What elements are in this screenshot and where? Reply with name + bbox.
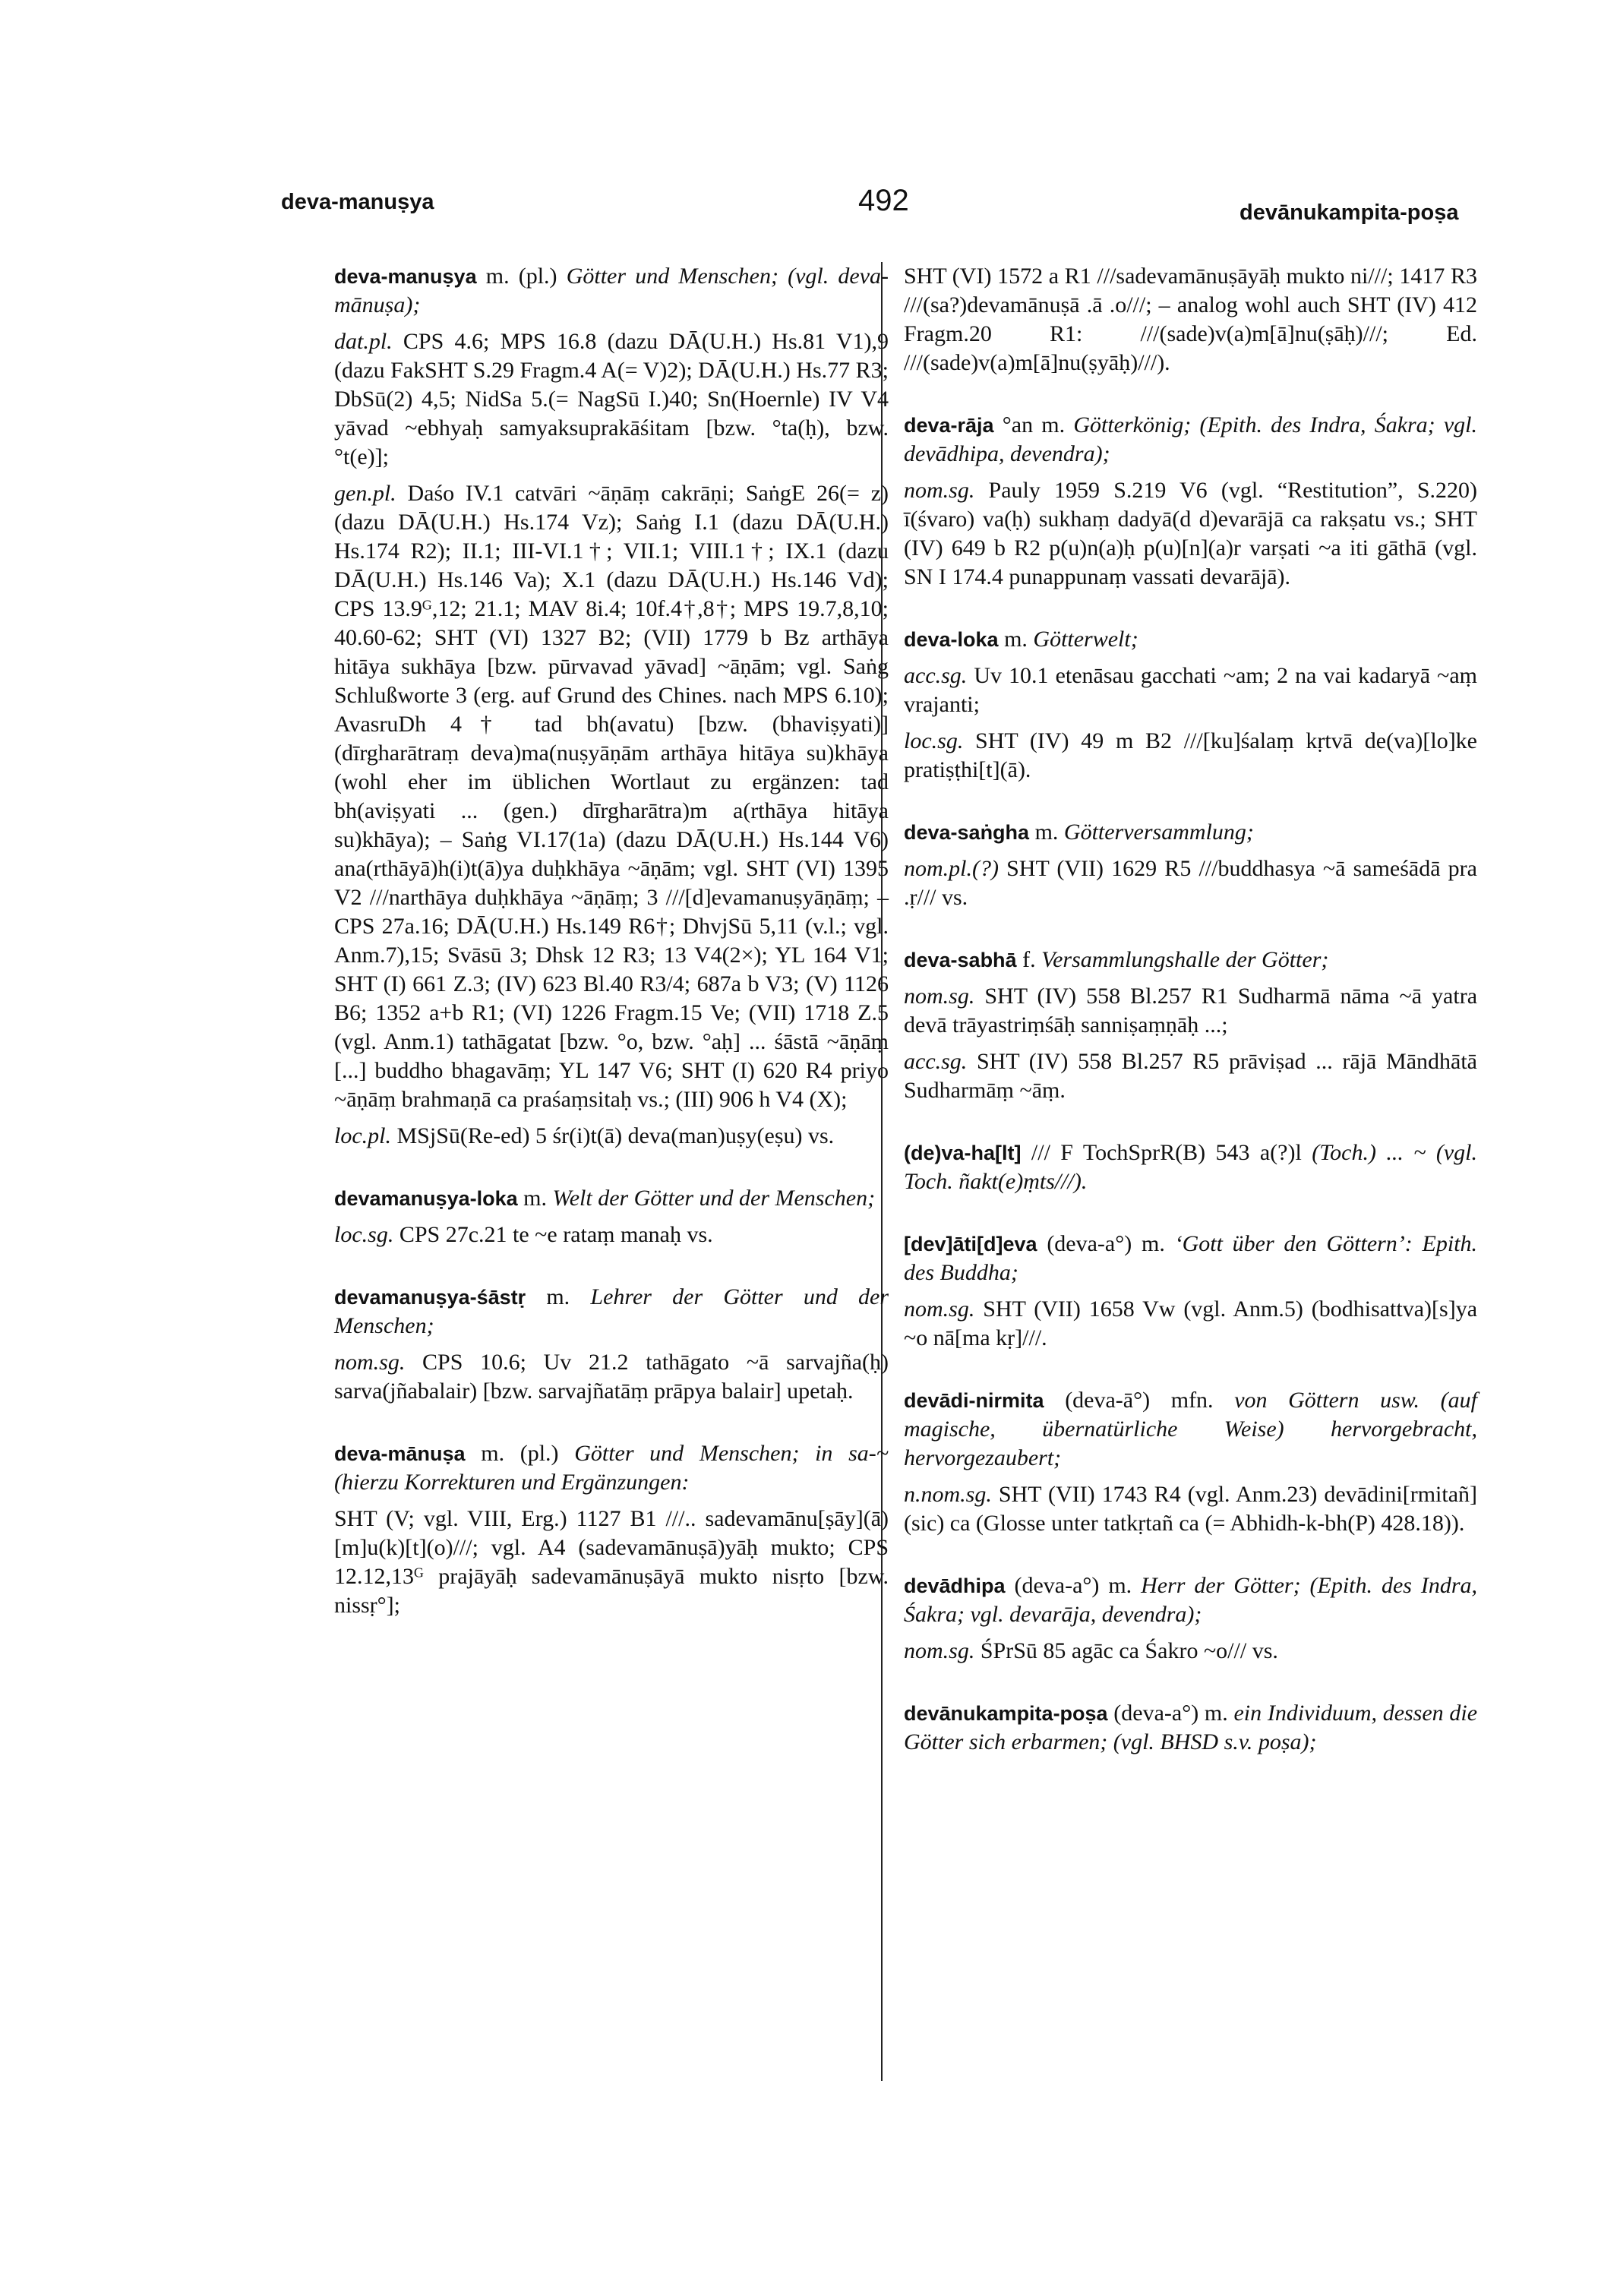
citation-line	[904, 1047, 1477, 1105]
case-label: loc.sg.	[904, 728, 964, 753]
case-label: loc.sg.	[334, 1222, 394, 1247]
case-label: nom.sg.	[334, 1350, 406, 1375]
entry-headword: devādi-nirmita	[904, 1389, 1044, 1412]
entry-head	[904, 1230, 1477, 1287]
dictionary-entry	[904, 1699, 1477, 1757]
page-header	[0, 184, 1620, 235]
citation-text: SHT (VII) 1658 Vw (vgl. Anm.5) (bodhisattva)[s]ya ~o nā[ma kṛ]///.	[904, 1296, 1478, 1350]
entry-definition: Götter und Menschen; in sa-~ (hierzu Korrekturen und Ergänzungen:	[334, 1441, 889, 1495]
entry-grammar: (deva-a°) m.	[1047, 1231, 1165, 1256]
case-label: gen.pl.	[334, 481, 396, 506]
entry-headword: deva-rāja	[904, 414, 994, 437]
citation-text: SHT (V; vgl. VIII, Erg.) 1127 B1 ///.. sadevamānu[ṣāy](ā) [m]u(k)[t](o)///; vgl. A4 (sadevamānuṣā)yāḥ mukto; CPS 12.12,13ᴳ prajāyāḥ sadevamānuṣāyā mukto nisṛto [bzw. nissṛ°];	[334, 1506, 889, 1618]
case-label: acc.sg.	[904, 1049, 968, 1074]
entry-headword: deva-loka	[904, 628, 999, 651]
entry-definition: (Toch.) ... ~ (vgl. Toch. ñakt(e)ṃts///).	[904, 1140, 1478, 1194]
citation-line	[334, 327, 889, 472]
case-label: nom.sg.	[904, 478, 975, 503]
left-column	[334, 262, 889, 1635]
dictionary-entry	[904, 625, 1477, 785]
citation-text: Daśo IV.1 catvāri ~āṇāṃ cakrāṇi; SaṅgE 26(= z) (dazu DĀ(U.H.) Hs.174 Vz); Saṅg I.1 (dazu DĀ(U.H.) Hs.174 R2); II.1; III-VI.1†; VII.1; VIII.1†; IX.1 (dazu DĀ(U.H.) Hs.146 Va); X.1 (dazu DĀ(U.H.) Hs.146 Vd); CPS 13.9ᴳ,12; 21.1; MAV 8i.4; 10f.4†,8†; MPS 19.7,8,10; 40.60-62; SHT (VI) 1327 B2; (VII) 1779 b Bz arthāya hitāya sukhāya [bzw. pūrvavad yāvad] ~āṇām; vgl. Saṅg Schlußworte 3 (erg. auf Grund des Chines. nach MPS 6.10); AvasruDh 4† tad bh(avatu) [bzw. (bhaviṣyati)] (dīrgharātraṃ deva)ma(nuṣyāṇām arthāya hitāya su)khāya (wohl eher im üblichen Wortlaut zu ergänzen: tad bh(aviṣyati ... (gen.) dīrgharātra)m a(rthāya hitāya su)khāya); – Saṅg VI.17(1a) (dazu DĀ(U.H.) Hs.144 V6) ana(rthāyā)h(i)t(ā)ya duḥkhāya ~āṇām; vgl. SHT (VI) 1395 V2 ///narthāya duḥkhāya ~āṇāṃ; 3 ///[d]evamanuṣyāṇāṃ; – CPS 27a.16; DĀ(U.H.) Hs.149 R6†; DhvjSū 5,11 (v.l.; vgl. Anm.7),15; Svāsū 3; Dhsk 12 R3; 13 V4(2×); YL 164 V1; SHT (I) 661 Z.3; (IV) 623 Bl.40 R3/4; 687a b V3; (V) 1126 B6; 1352 a+b R1; (VI) 1226 Fragm.15 Ve; (VII) 1718 Z.5 (vgl. Anm.1) tathāgatat [bzw. °o, bzw. °aḥ] ... śāstā ~āṇāṃ [...] buddho bhagavāṃ; YL 147 V6; SHT (I) 620 R4 priyo ~āṇāṃ brahmaṇā ca praśaṃsitaḥ vs.; (III) 906 h V4 (X);	[334, 481, 889, 1112]
entry-headword: devamanuṣya-loka	[334, 1187, 518, 1210]
entry-definition: Götterversammlung;	[1063, 820, 1254, 845]
dictionary-entry	[904, 411, 1477, 592]
citation-line	[904, 727, 1477, 785]
dictionary-entry	[904, 1139, 1477, 1196]
entry-definition: Lehrer der Götter und der Menschen;	[334, 1284, 889, 1338]
citation-line	[334, 1505, 889, 1620]
entry-headword: deva-mānuṣa	[334, 1442, 466, 1465]
entry-head	[904, 1699, 1477, 1757]
entry-definition: ein Individuum, dessen die Götter sich erbarmen; (vgl. BHSD s.v. poṣa);	[904, 1701, 1478, 1754]
dictionary-entry	[334, 1283, 889, 1406]
entry-headword: deva-saṅgha	[904, 821, 1030, 844]
entry-head	[904, 946, 1477, 974]
entry-grammar: m. (pl.)	[481, 1441, 559, 1466]
case-label: nom.sg.	[904, 1638, 975, 1663]
citation-line	[904, 1480, 1477, 1538]
entry-grammar: m.	[1034, 820, 1059, 845]
entry-headword: devādhipa	[904, 1574, 1006, 1597]
entry-head	[334, 262, 889, 320]
dictionary-entry	[334, 262, 889, 1151]
entry-definition: ‘Gott über den Göttern’: Epith. des Buddha;	[904, 1231, 1478, 1285]
entry-definition: Götterkönig; (Epith. des Indra, Śakra; vgl. devādhipa, devendra);	[904, 412, 1478, 466]
entry-head	[904, 818, 1477, 847]
running-head-left: deva-manuṣya	[281, 190, 434, 214]
entry-head	[334, 1184, 889, 1213]
entry-grammar: m.	[546, 1284, 570, 1309]
citation-text: CPS 27c.21 te ~e rataṃ manaḥ vs.	[399, 1222, 713, 1247]
citation-line	[334, 1122, 889, 1151]
entry-grammar: m.	[523, 1186, 547, 1211]
citation-text: Uv 10.1 etenāsau gacchati ~am; 2 na vai kadaryā ~aṃ vrajanti;	[904, 663, 1477, 717]
entry-definition: Götterwelt;	[1033, 627, 1138, 652]
case-label: acc.sg.	[904, 663, 968, 688]
citation-text: CPS 10.6; Uv 21.2 tathāgato ~ā sarvajña(ḥ) sarva(jñabalair) [bzw. sarvajñatāṃ prāpya balair] upetaḥ.	[334, 1350, 889, 1404]
entry-head	[904, 625, 1477, 654]
citation-text: SHT (IV) 49 m B2 ///[ku]śalaṃ kṛtvā de(va)[lo]ke pratiṣṭhi[t](ā).	[904, 728, 1477, 782]
entry-headword: deva-sabhā	[904, 949, 1017, 971]
citation-text: SHT (IV) 558 Bl.257 R5 prāviṣad ... rājā Māndhātā Sudharmāṃ ~āṃ.	[904, 1049, 1477, 1103]
entry-head	[904, 411, 1477, 469]
entry-head	[904, 1571, 1477, 1629]
entry-head	[904, 1386, 1477, 1473]
entry-definition: Welt der Götter und der Menschen;	[552, 1186, 876, 1211]
citation-line	[904, 854, 1477, 912]
entry-headword: devamanuṣya-śāstṛ	[334, 1286, 526, 1309]
dictionary-entry	[904, 818, 1477, 912]
citation-text: SHT (VI) 1572 a R1 ///sadevamānuṣāyāḥ mukto ni///; 1417 R3 ///(sa?)devamānuṣā .ā .o///; – analog wohl auch SHT (IV) 412 Fragm.20 R1: ///(sade)v(a)m[ā]nu(ṣāḥ)///; Ed. ///(sade)v(a)m[ā]nu(ṣyāḥ)///).	[904, 264, 1477, 375]
citation-line	[334, 1221, 889, 1249]
case-label: nom.sg.	[904, 984, 975, 1009]
citation-text: SHT (IV) 558 Bl.257 R1 Sudharmā nāma ~ā yatra devā trāyastriṃśāḥ sanniṣaṃṇāḥ ...;	[904, 984, 1478, 1037]
citation-line	[904, 662, 1477, 719]
case-label: nom.pl.(?)	[904, 856, 999, 881]
entry-head	[334, 1439, 889, 1497]
entry-grammar: f.	[1022, 947, 1036, 972]
entry-grammar: (deva-ā°) mfn.	[1065, 1388, 1214, 1413]
entry-definition: Götter und Menschen; (vgl. deva-mānuṣa);	[334, 264, 889, 317]
entry-grammar: (deva-a°) m.	[1113, 1701, 1228, 1726]
dictionary-entry	[904, 1571, 1477, 1666]
case-label: n.nom.sg.	[904, 1482, 992, 1507]
entry-head	[904, 1139, 1477, 1196]
citation-line	[334, 1348, 889, 1406]
entry-grammar: m.	[1004, 627, 1028, 652]
right-column	[904, 262, 1477, 1772]
case-label: dat.pl.	[334, 329, 393, 354]
entry-definition: Herr der Götter; (Epith. des Indra, Śakra; vgl. devarāja, devendra);	[904, 1573, 1478, 1627]
citation-text: ŚPrSū 85 agāc ca Śakro ~o/// vs.	[980, 1638, 1278, 1663]
citation-text: SHT (VII) 1629 R5 ///buddhasya ~ā sameśādā pra .ṛ/// vs.	[904, 856, 1477, 910]
case-label: loc.pl.	[334, 1123, 391, 1148]
citation-line	[904, 982, 1477, 1040]
dictionary-entry	[904, 1230, 1477, 1353]
dictionary-entry	[904, 946, 1477, 1105]
entry-grammar: (deva-a°) m.	[1014, 1573, 1132, 1598]
entry-grammar: °an m.	[1002, 412, 1066, 437]
citation-line	[904, 1295, 1477, 1353]
citation-text: Pauly 1959 S.219 V6 (vgl. “Restitution”, S.220) ī(śvaro) va(ḥ) sukhaṃ dadyā(d d)evarājā ca rakṣatu vs.; SHT (IV) 649 b R2 p(u)n(a)ḥ p(u)[n](a)r varṣati ~a iti gāthā (vgl. SN I 174.4 punappunaṃ vassati devarājā).	[904, 478, 1477, 589]
dictionary-entry	[904, 262, 1477, 377]
citation-text: MSjSū(Re-ed) 5 śr(i)t(ā) deva(man)uṣy(eṣu) vs.	[396, 1123, 835, 1148]
citation-line	[904, 476, 1477, 592]
running-head-right: devānukampita-poṣa	[1239, 201, 1459, 225]
entry-grammar: /// F TochSprR(B) 543 a(?)l	[1031, 1140, 1302, 1165]
entry-headword: devānukampita-poṣa	[904, 1702, 1108, 1725]
citation-text: CPS 4.6; MPS 16.8 (dazu DĀ(U.H.) Hs.81 V1),9 (dazu FakSHT S.29 Fragm.4 A(= V)2); DĀ(U.H.) Hs.77 R3; DbSū(2) 4,5; NidSa 5.(= NagSū I.)40; Sn(Hoernle) IV V4 yāvad ~ebhyaḥ samyaksuprakāśitam [bzw. °ta(ḥ), bzw. °t(e)];	[334, 329, 889, 469]
citation-line	[904, 262, 1477, 377]
entry-headword: [dev]āti[d]eva	[904, 1233, 1037, 1255]
dictionary-entry	[334, 1184, 889, 1249]
dictionary-entry	[904, 1386, 1477, 1538]
citation-line	[904, 1637, 1477, 1666]
entry-definition: Versammlungshalle der Götter;	[1041, 947, 1329, 972]
entry-definition: von Göttern usw. (auf magische, übernatürliche Weise) hervorgebracht, hervorgezaubert;	[904, 1388, 1478, 1470]
entry-headword: (de)va-ha[lt]	[904, 1142, 1022, 1164]
dictionary-entry	[334, 1439, 889, 1620]
citation-line	[334, 479, 889, 1114]
page-number: 492	[858, 184, 909, 217]
entry-grammar: m. (pl.)	[485, 264, 557, 289]
citation-text: SHT (VII) 1743 R4 (vgl. Anm.23) devādini[rmitañ] (sic) ca (Glosse unter tatkṛtañ ca (= Abhidh-k-bh(P) 428.18)).	[904, 1482, 1478, 1536]
entry-headword: deva-manuṣya	[334, 265, 477, 288]
case-label: nom.sg.	[904, 1296, 975, 1322]
entry-head	[334, 1283, 889, 1341]
